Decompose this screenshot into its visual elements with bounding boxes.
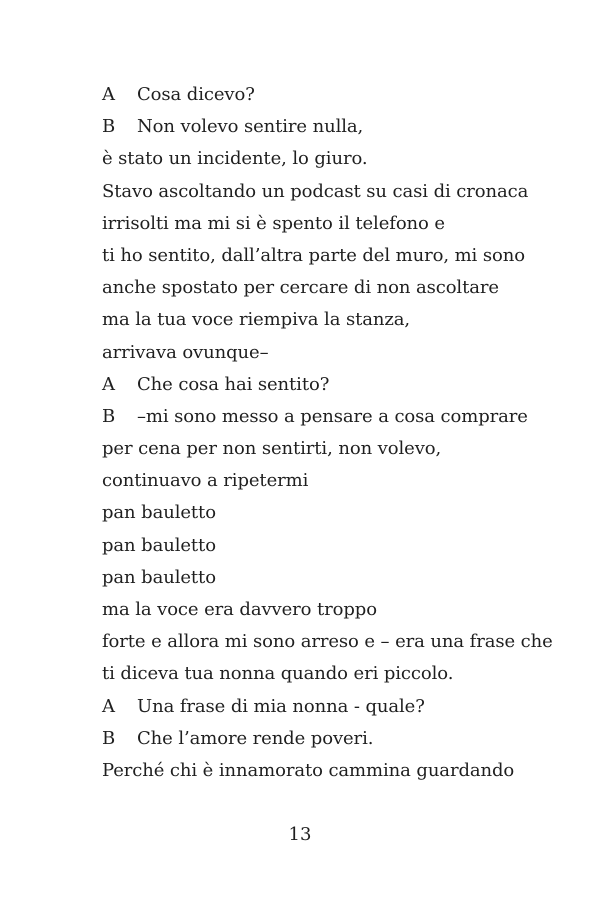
line-text: ti diceva tua nonna quando eri piccolo. (102, 663, 454, 685)
text-line (102, 176, 562, 208)
speaker-label: A (102, 373, 115, 395)
page-number: 13 (288, 824, 312, 845)
line-text: pan bauletto (102, 534, 216, 556)
text-line (102, 304, 562, 336)
line-text: continuavo a ripetermi (102, 470, 309, 492)
text-line (102, 530, 562, 562)
text-line (102, 594, 562, 626)
line-text: arrivava ovunque– (102, 341, 269, 363)
text-line (102, 143, 562, 175)
line-text: ma la voce era davvero troppo (102, 599, 377, 620)
text-line (102, 755, 562, 787)
dialogue-text-block (102, 79, 562, 787)
line-text: per cena per non sentirti, non volevo, (102, 438, 442, 460)
line-text: irrisolti ma mi si è spento il telefono e (102, 212, 445, 234)
text-line (102, 79, 562, 111)
line-text: è stato un incidente, lo giuro. (102, 148, 368, 170)
text-line (102, 111, 562, 143)
text-line (102, 658, 562, 690)
text-line (102, 691, 562, 723)
line-text: Perché chi è innamorato cammina guardando (102, 759, 515, 781)
text-line (102, 562, 562, 594)
line-text: anche spostato per cercare di non ascoltare (102, 277, 499, 299)
text-line (102, 272, 562, 304)
line-text: –mi sono messo a pensare a cosa comprare (137, 405, 528, 427)
text-line (102, 465, 562, 497)
line-text: Che cosa hai sentito? (137, 373, 330, 395)
text-line (102, 497, 562, 529)
speaker-label: A (102, 695, 115, 717)
speaker-label: A (102, 84, 115, 105)
speaker-label: B (102, 405, 116, 427)
line-text: Non volevo sentire nulla, (137, 116, 364, 138)
line-text: Cosa dicevo? (137, 84, 255, 105)
text-line (102, 337, 562, 369)
line-text: ti ho sentito, dall’altra parte del muro, mi sono (102, 244, 525, 266)
text-line (102, 401, 562, 433)
line-text: Una frase di mia nonna - quale? (137, 695, 425, 717)
text-line (102, 723, 562, 755)
line-text: pan bauletto (102, 566, 216, 588)
text-line (102, 208, 562, 240)
line-text: ma la tua voce riempiva la stanza, (102, 309, 410, 331)
speaker-label: B (102, 116, 116, 138)
line-text: Che l’amore rende poveri. (137, 727, 374, 749)
line-text: Stavo ascoltando un podcast su casi di cronaca (102, 180, 529, 202)
text-line (102, 369, 562, 401)
text-line (102, 626, 562, 658)
speaker-label: B (102, 727, 116, 749)
text-line (102, 433, 562, 465)
text-line (102, 240, 562, 272)
line-text: pan bauletto (102, 502, 216, 524)
line-text: forte e allora mi sono arreso e – era una frase che (102, 631, 553, 653)
